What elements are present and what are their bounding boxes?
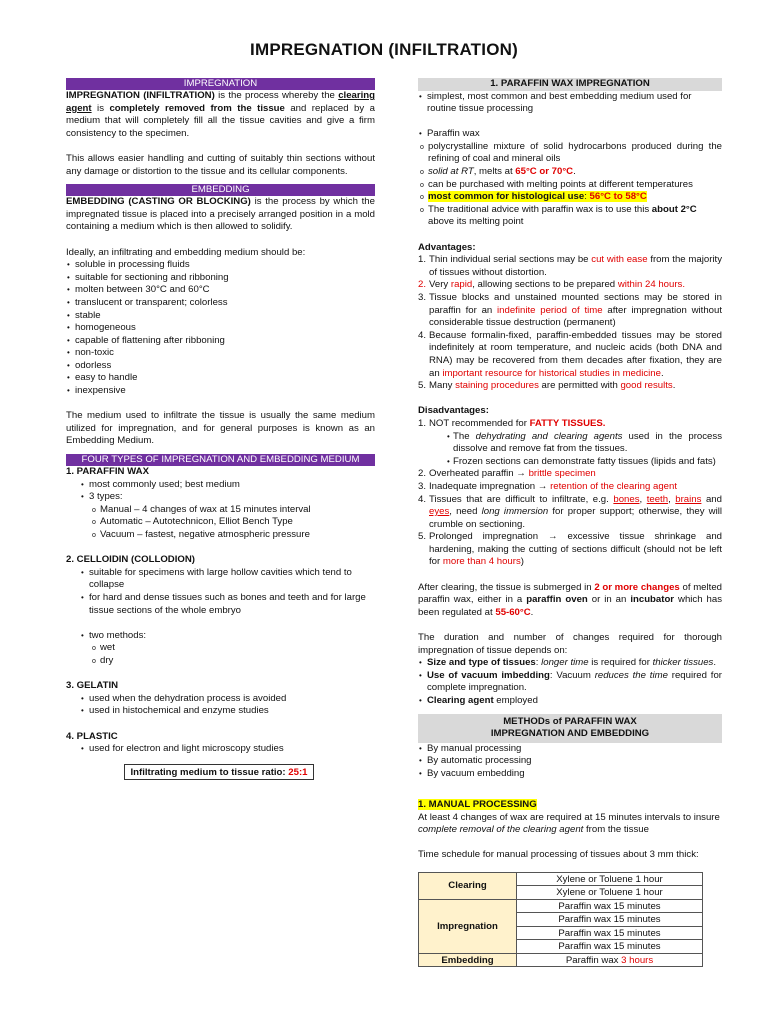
table-row: Paraffin wax 15 minutes (419, 913, 703, 927)
manual-schedule-table (418, 872, 703, 968)
factors-list (418, 657, 722, 707)
list-item: • By vacuum embedding (418, 768, 722, 781)
list-item: 4. Because formalin-fixed, paraffin-embedded tissues may be stored indefinitely at room temperature, and nucleic acids (both DNA and RNA) may be recovered from them decades after fixation, they are an important resource for historical studies in medicine. (418, 329, 722, 379)
list-item: • odorless (66, 360, 375, 373)
table-row: Paraffin wax 15 minutes (419, 926, 703, 940)
list-item: • Frozen sections can demonstrate fatty tissues (lipids and fats) (447, 456, 722, 469)
list-item: • for hard and dense tissues such as bones and teeth and for large tissue sections of the whole embryo (80, 592, 375, 617)
paraffin-heading: 1. PARAFFIN WAX (66, 466, 149, 478)
paraffin-wax-impregnation-header: 1. PARAFFIN WAX IMPREGNATION (418, 78, 722, 91)
list-item: o Vacuum – fastest, negative atmospheric pressure (92, 529, 375, 542)
list-item: • soluble in processing fluids (66, 259, 375, 272)
list-item: • used in histochemical and enzyme studies (80, 705, 375, 718)
celloidin-methods-list (80, 630, 375, 643)
list-item: o Automatic – Autotechnicon, Elliot Bench Type (92, 516, 375, 529)
paraffin-list (80, 479, 375, 504)
manual-processing-text: At least 4 changes of wax are required at 15 minutes intervals to insure complete removal of the clearing agent from the tissue (418, 811, 720, 836)
table-row: Embedding Paraffin wax 3 hours (419, 953, 703, 967)
list-item: 5. Many staining procedures are permitted with good results. (418, 380, 676, 392)
list-item: • Paraffin wax (418, 128, 722, 141)
disadvantage-sub-list (447, 431, 722, 469)
page-title: IMPREGNATION (INFILTRATION) (250, 40, 518, 59)
list-item: o dry (92, 655, 375, 668)
list-item: • used when the dehydration process is avoided (80, 693, 375, 706)
list-item: • easy to handle (66, 372, 375, 385)
disadvantages-list (418, 418, 722, 569)
list-item: 2. Overheated paraffin → brittle specimen (418, 468, 596, 480)
embedding-definition: EMBEDDING (CASTING OR BLOCKING) is the process by which the impregnated tissue is placed into a precisely arranged position in a mold containing a medium which is then allowed to solidify. (66, 196, 375, 233)
advantages-list (418, 254, 722, 393)
list-item: • Use of vacuum imbedding: Vacuum reduces the time required for complete impregnation. (418, 670, 722, 695)
list-item: • stable (66, 310, 375, 323)
list-item: o polycrystalline mixture of solid hydrocarbons produced during the refining of coal and mineral oils (420, 141, 722, 166)
list-item: • 3 types: (80, 491, 375, 504)
list-item: 3. Inadequate impregnation → retention of the clearing agent (418, 480, 678, 492)
embedding-ideal-intro: Ideally, an infiltrating and embedding medium should be: (66, 246, 306, 258)
right-column (418, 78, 722, 967)
paraffin-types-list (92, 504, 375, 542)
list-item: o The traditional advice with paraffin wax is to use this about 2°C above its melting point (420, 204, 722, 229)
methods-list (418, 743, 722, 781)
list-item: • inexpensive (66, 385, 375, 398)
celloidin-heading: 2. CELLOIDIN (COLLODION) (66, 554, 195, 566)
list-item: o can be purchased with melting points at different temperatures (420, 179, 722, 192)
table-row: Paraffin wax 15 minutes (419, 940, 703, 954)
embedding-medium-note: The medium used to infiltrate the tissue is usually the same medium utilized for impregnation, and for general purposes is known as an Embedding Medium. (66, 410, 375, 447)
impregnation-header: IMPREGNATION (66, 78, 375, 90)
list-item: • most commonly used; best medium (80, 479, 375, 492)
pw-label-list (418, 128, 722, 141)
gelatin-heading: 3. GELATIN (66, 680, 119, 692)
list-item: 5. Prolonged impregnation → excessive tissue shrinkage and hardening, making the cutting of sections difficult (should not be left for more than 4 hours) (418, 531, 722, 568)
after-clearing-paragraph: After clearing, the tissue is submerged in 2 or more changes of melted paraffin wax, either in a paraffin oven or in an incubator which has been regulated at 55-60°C. (418, 581, 722, 618)
table-row: Impregnation Paraffin wax 15 minutes (419, 899, 703, 913)
ratio-box: Infiltrating medium to tissue ratio: 25:1 (124, 764, 314, 780)
impregnation-note: This allows easier handling and cutting of suitably thin sections without any damage or distortion to the tissue and its cellular components. (66, 152, 375, 177)
list-item: 4. Tissues that are difficult to infiltrate, e.g. bones, teeth, brains and eyes, need long immersion for proper support; otherwise, they will crumble on sectioning. (418, 493, 722, 530)
celloidin-methods (92, 642, 375, 667)
gelatin-list (80, 693, 375, 718)
paraffin-wax-properties (420, 141, 722, 229)
list-item: • simplest, most common and best embedding medium used for routine tissue processing (418, 91, 722, 116)
plastic-list (80, 743, 375, 756)
list-item: • By manual processing (418, 743, 722, 756)
list-item: • Size and type of tissues: longer time is required for thicker tissues. (418, 657, 722, 670)
list-item: 2. Very rapid, allowing sections to be prepared within 24 hours. (418, 279, 686, 291)
impregnation-definition: IMPREGNATION (INFILTRATION) is the process whereby the clearing agent is completely removed from the tissue and replaced by a medium that will completely fill all the tissue cavities and give a firm consistency to the specimen. (66, 90, 375, 139)
manual-processing-heading: 1. MANUAL PROCESSING (418, 798, 537, 810)
ideal-medium-list (66, 259, 375, 398)
left-column (66, 78, 375, 780)
list-item: 1. Thin individual serial sections may be cut with ease from the majority of tissues without distortion. (418, 254, 722, 278)
list-item: o Manual – 4 changes of wax at 15 minutes interval (92, 504, 375, 517)
list-item: • The dehydrating and clearing agents used in the process dissolve and remove fat from the tissues. (447, 431, 722, 456)
plastic-heading: 4. PLASTIC (66, 730, 118, 742)
pw-intro-list (418, 91, 722, 116)
list-item: 3. Tissue blocks and unstained mounted sections may be stored in paraffin for an indefinite period of time after impregnation without considerable tissue destruction (permanent) (418, 292, 722, 329)
list-item: • Clearing agent employed (418, 695, 722, 708)
list-item: • used for electron and light microscopy studies (80, 743, 375, 756)
list-item: • non-toxic (66, 347, 375, 360)
embedding-header: EMBEDDING (66, 184, 375, 196)
list-item: o solid at RT, melts at 65°C or 70°C. (420, 166, 722, 179)
four-types-header: FOUR TYPES OF IMPREGNATION AND EMBEDDING MEDIUM (66, 454, 375, 466)
list-item: • translucent or transparent; colorless (66, 297, 375, 310)
list-item: • homogeneous (66, 322, 375, 335)
list-item: 1. NOT recommended for FATTY TISSUES. • The dehydrating and clearing agents used in the process dissolve and remove fat from the tissues. • Frozen sections can demonstrate fatty tissues (lipids and fats) (418, 418, 722, 468)
list-item: o wet (92, 642, 375, 655)
list-item: o most common for histological use: 56°C to 58°C (420, 191, 722, 204)
disadvantages-heading: Disadvantages: (418, 405, 489, 417)
schedule-intro: Time schedule for manual processing of tissues about 3 mm thick: (418, 849, 699, 861)
table-row: Clearing Xylene or Toluene 1 hour (419, 872, 703, 886)
list-item: • By automatic processing (418, 755, 722, 768)
advantages-heading: Advantages: (418, 241, 476, 253)
list-item: • suitable for specimens with large hollow cavities which tend to collapse (80, 567, 375, 592)
celloidin-list (80, 567, 375, 617)
duration-paragraph: The duration and number of changes required for thorough impregnation of tissue depends on: (418, 632, 722, 656)
list-item: • capable of flattening after ribboning (66, 335, 375, 348)
list-item: • two methods: (80, 630, 375, 643)
table-row: Xylene or Toluene 1 hour (419, 886, 703, 900)
list-item: • suitable for sectioning and ribboning (66, 272, 375, 285)
list-item: • molten between 30°C and 60°C (66, 284, 375, 297)
methods-header: METHODs of PARAFFIN WAX IMPREGNATION AND EMBEDDING (418, 714, 722, 743)
